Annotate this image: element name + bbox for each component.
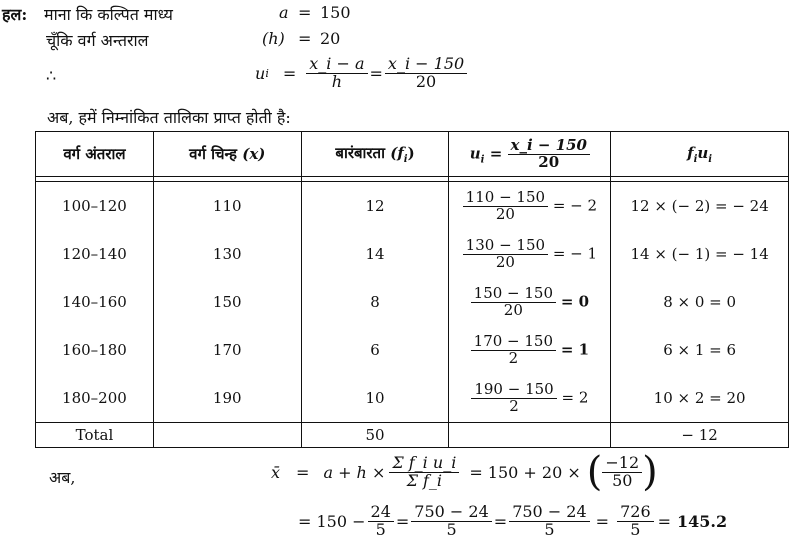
assumed-mean-value: 150 (320, 3, 351, 22)
cell-interval: 160–180 (36, 326, 154, 374)
frac-750-24-b: $\frac{750 - 24}{5}$ (509, 504, 589, 539)
total-label: Total (36, 423, 154, 448)
header-ui-fraction: $\frac{x\_i - 150}{20}$ (508, 138, 590, 171)
mean-symbol: x̄ (271, 462, 281, 482)
header-class-mark: वर्ग चिन्ह (x) (153, 132, 301, 177)
ui-fraction-1: $\frac{x\_i - a}{h}$ (306, 56, 367, 91)
frac-750-24-a: $\frac{750 - 24}{5}$ (411, 504, 491, 539)
result-ab: अब, (49, 468, 76, 487)
assumed-mean-var: a (279, 3, 289, 22)
class-interval-value: 20 (320, 29, 341, 48)
ui-formula-eq-2: = (369, 63, 383, 83)
ui-formula-lhs: u (255, 63, 266, 83)
ui-formula-sub: i (265, 66, 269, 80)
assumed-mean-text: माना कि कल्पित माध्य (44, 5, 173, 24)
cell-fu: 12 × (− 2) = − 24 (611, 182, 789, 231)
cell-x: 170 (153, 326, 301, 374)
cell-x: 190 (153, 374, 301, 423)
cell-fu: 14 × (− 1) = − 14 (611, 230, 789, 278)
table-header-row (36, 132, 789, 177)
cell-fu: 8 × 0 = 0 (611, 278, 789, 326)
cell-interval: 140–160 (36, 278, 154, 326)
cell-fu: 10 × 2 = 20 (611, 374, 789, 423)
class-interval-var: (h) (262, 29, 285, 48)
paren-fraction: $\frac{-12}{50}$ (602, 455, 642, 490)
cell-x: 110 (153, 182, 301, 231)
header-ui: $u_i$ = $\frac{x\_i - 150}{20}$ (449, 132, 611, 177)
cell-interval: 120–140 (36, 230, 154, 278)
mean-eq: = (296, 462, 310, 482)
cell-x: 130 (153, 230, 301, 278)
cell-f: 14 (301, 230, 449, 278)
header-class-interval: वर्ग अंतराल (36, 132, 154, 177)
table-row (36, 230, 789, 278)
cell-u: $\frac{190 - 150}{2}$ = 2 (449, 374, 611, 423)
cell-f: 8 (301, 278, 449, 326)
ui-formula-eq: = (282, 63, 297, 83)
table-row (36, 326, 789, 374)
header-frequency: बारंबारता $(f_i)$ (301, 132, 449, 177)
therefore-symbol: ∴ (46, 66, 57, 85)
cell-f: 6 (301, 326, 449, 374)
table-row (36, 278, 789, 326)
table-intro: अब, हमें निम्नांकित तालिका प्राप्त होती है: (47, 108, 291, 127)
total-fu: − 12 (611, 423, 789, 448)
total-x (153, 423, 301, 448)
frac-726-5: $\frac{726}{5}$ (617, 504, 654, 539)
solution-label: हल: (2, 5, 28, 24)
cell-interval: 180–200 (36, 374, 154, 423)
cell-fu: 6 × 1 = 6 (611, 326, 789, 374)
frequency-table (35, 131, 789, 448)
mean-line-1: x̄ = a + h × $\frac{\text{Σ f\_i u\_i}}{\text{Σ f\_i}}$ = 150 + 20 × ( $\frac{-12}{50}$ ) (271, 449, 658, 495)
mean-sub: = 150 + 20 × (469, 462, 581, 482)
ui-fraction-2: $\frac{x\_i - 150}{20}$ (385, 56, 467, 91)
cell-x: 150 (153, 278, 301, 326)
header-fiui: $f_iu_i$ (611, 132, 789, 177)
cell-interval: 100–120 (36, 182, 154, 231)
cell-u: $\frac{170 - 150}{2}$ = 1 (449, 326, 611, 374)
ui-formula (255, 56, 467, 91)
mean-line2-start: = 150 − (298, 511, 366, 531)
cell-u: $\frac{150 - 150}{20}$ = 0 (449, 278, 611, 326)
frac-24-5: $\frac{24}{5}$ (368, 504, 394, 539)
total-u (449, 423, 611, 448)
sum-fraction: $\frac{\text{Σ f\_i u\_i}}{\text{Σ f\_i}}$ (389, 455, 459, 490)
final-mean: 145.2 (677, 511, 728, 531)
class-interval-text: चूँकि वर्ग अन्तराल (46, 31, 149, 50)
cell-f: 10 (301, 374, 449, 423)
table-row (36, 182, 789, 231)
total-f: 50 (301, 423, 449, 448)
mean-line-2: = 150 − $\frac{24}{5}$ = $\frac{750 - 24}{5}$ = $\frac{750 - 24}{5}$ = $\frac{726}{5}$ = 145.2 (298, 502, 728, 539)
cell-f: 12 (301, 182, 449, 231)
class-interval-eq: = (298, 29, 312, 48)
cell-u: $\frac{130 - 150}{20}$ = − 1 (449, 230, 611, 278)
cell-u: $\frac{110 - 150}{20}$ = − 2 (449, 182, 611, 231)
assumed-mean-eq: = (298, 3, 312, 22)
mean-formula: a + h × (323, 462, 386, 482)
table-total-row (36, 423, 789, 448)
table-row (36, 374, 789, 423)
